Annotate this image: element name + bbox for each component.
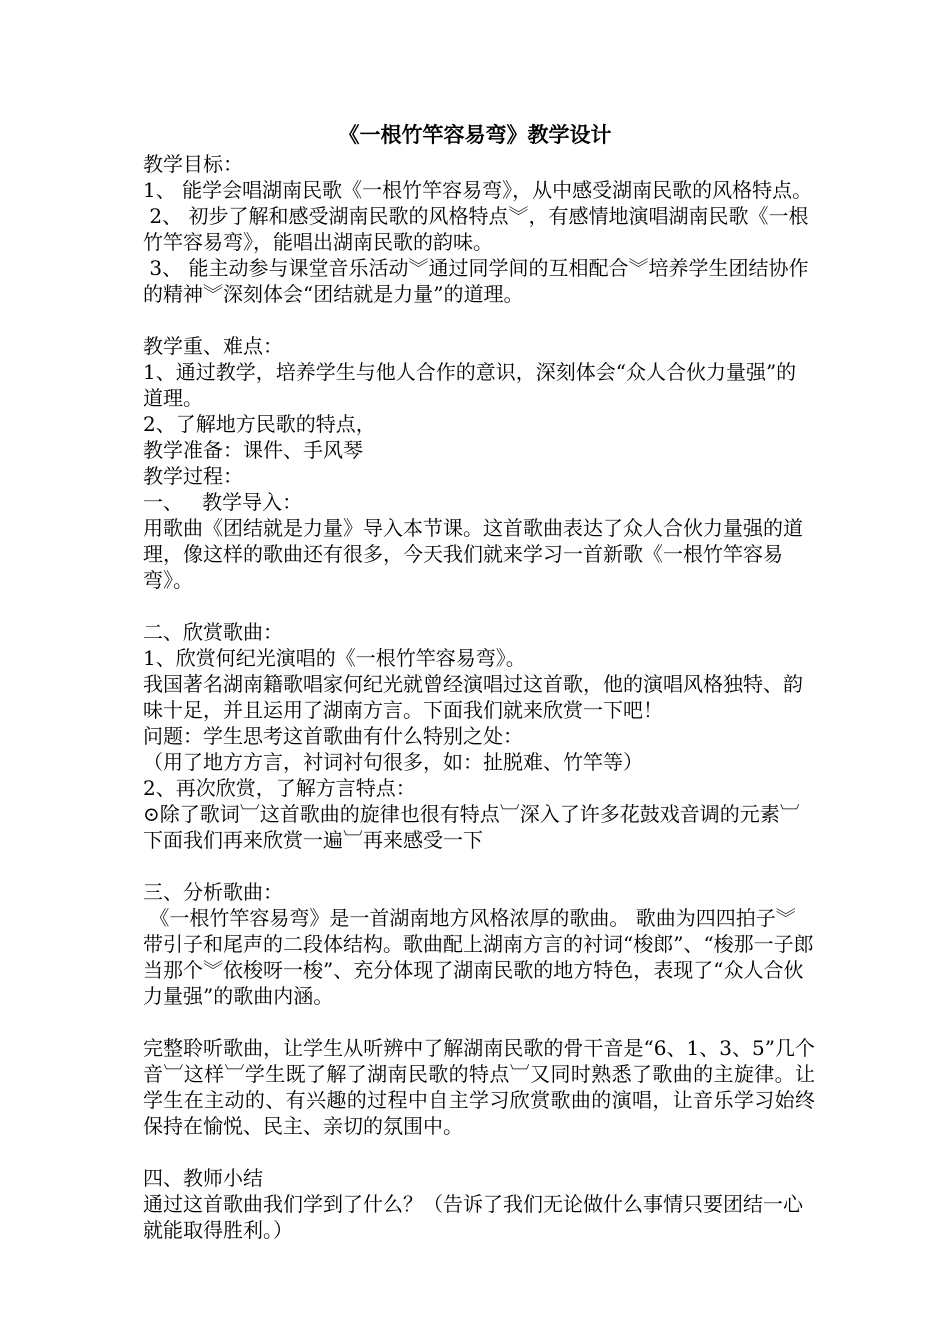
paragraph: 1、通过教学，培养学生与他人合作的意识，深刻体会“众人合伙力量强”的道理。 — [143, 360, 797, 410]
blank-line — [143, 1139, 815, 1165]
paragraph: 教学准备：课件、手风琴 — [143, 438, 363, 462]
paragraph: 二、欣赏歌曲： — [143, 620, 283, 644]
paragraph: ⊙除了歌词︺这首歌曲的旋律也很有特点︺深入了许多花鼓戏音调的元素︺下面我们再来欣赏一遍︺再来感受一下 — [143, 802, 800, 852]
paragraph: 教学目标： — [143, 152, 243, 176]
paragraph: 问题：学生思考这首歌曲有什么特别之处： — [143, 724, 523, 748]
blank-line — [143, 307, 815, 333]
paragraph: 通过这首歌曲我们学到了什么？（告诉了我们无论做什么事情只要团结一心就能取得胜利。） — [143, 1192, 803, 1242]
paragraph: 三、分析歌曲： — [143, 880, 283, 904]
document-body — [143, 151, 815, 1243]
document-title: 《一根竹竿容易弯》教学设计 — [338, 122, 612, 147]
paragraph: 一、 教学导入： — [143, 490, 303, 514]
paragraph: 3、 能主动参与课堂音乐活动︾通过同学间的互相配合︾培养学生团结协作的精神︾深刻体会“团结就是力量”的道理。 — [143, 256, 809, 306]
paragraph: 用歌曲《团结就是力量》导入本节课。这首歌曲表达了众人合伙力量强的道理，像这样的歌曲还有很多，今天我们就来学习一首新歌《一根竹竿容易弯》。 — [143, 516, 803, 592]
paragraph: 完整聆听歌曲，让学生从听辨中了解湖南民歌的骨干音是“6、1、3、5”几个音︺这样︺学生既了解了湖南民歌的特点︺又同时熟悉了歌曲的主旋律。让学生在主动的、有兴趣的过程中自主学习欣赏歌曲的演唱，让音乐学习始终保持在愉悦、民主、亲切的氛围中。 — [143, 1036, 815, 1138]
paragraph: 教学过程： — [143, 464, 243, 488]
paragraph: 教学重、难点： — [143, 334, 283, 358]
blank-line — [143, 593, 815, 619]
paragraph: 《一根竹竿容易弯》是一首湖南地方风格浓厚的歌曲。 歌曲为四四拍子︾带引子和尾声的二段体结构。歌曲配上湖南方言的衬词“梭郎”、“梭那一子郎当那个︾依梭呀一梭”、充分体现了湖南民歌的地方特色，表现了“众人合伙力量强”的歌曲内涵。 — [143, 906, 814, 1008]
paragraph: 四、教师小结 — [143, 1166, 263, 1190]
paragraph: （用了地方方言，衬词衬句很多，如：扯脱难、竹竿等） — [143, 750, 643, 774]
blank-line — [143, 853, 815, 879]
paragraph: 1、欣赏何纪光演唱的《一根竹竿容易弯》。 — [143, 646, 526, 670]
paragraph: 1、 能学会唱湖南民歌《一根竹竿容易弯》，从中感受湖南民歌的风格特点。 — [143, 178, 813, 202]
paragraph: 我国著名湖南籍歌唱家何纪光就曾经演唱过这首歌，他的演唱风格独特、韵味十足，并且运用了湖南方言。下面我们就来欣赏一下吧！ — [143, 672, 803, 722]
paragraph: 2、了解地方民歌的特点， — [143, 412, 376, 436]
paragraph: 2、 初步了解和感受湖南民歌的风格特点︾，有感情地演唱湖南民歌《一根竹竿容易弯》，能唱出湖南民歌的韵味。 — [143, 204, 809, 254]
paragraph: 2、再次欣赏，了解方言特点： — [143, 776, 416, 800]
blank-line — [143, 1009, 815, 1035]
